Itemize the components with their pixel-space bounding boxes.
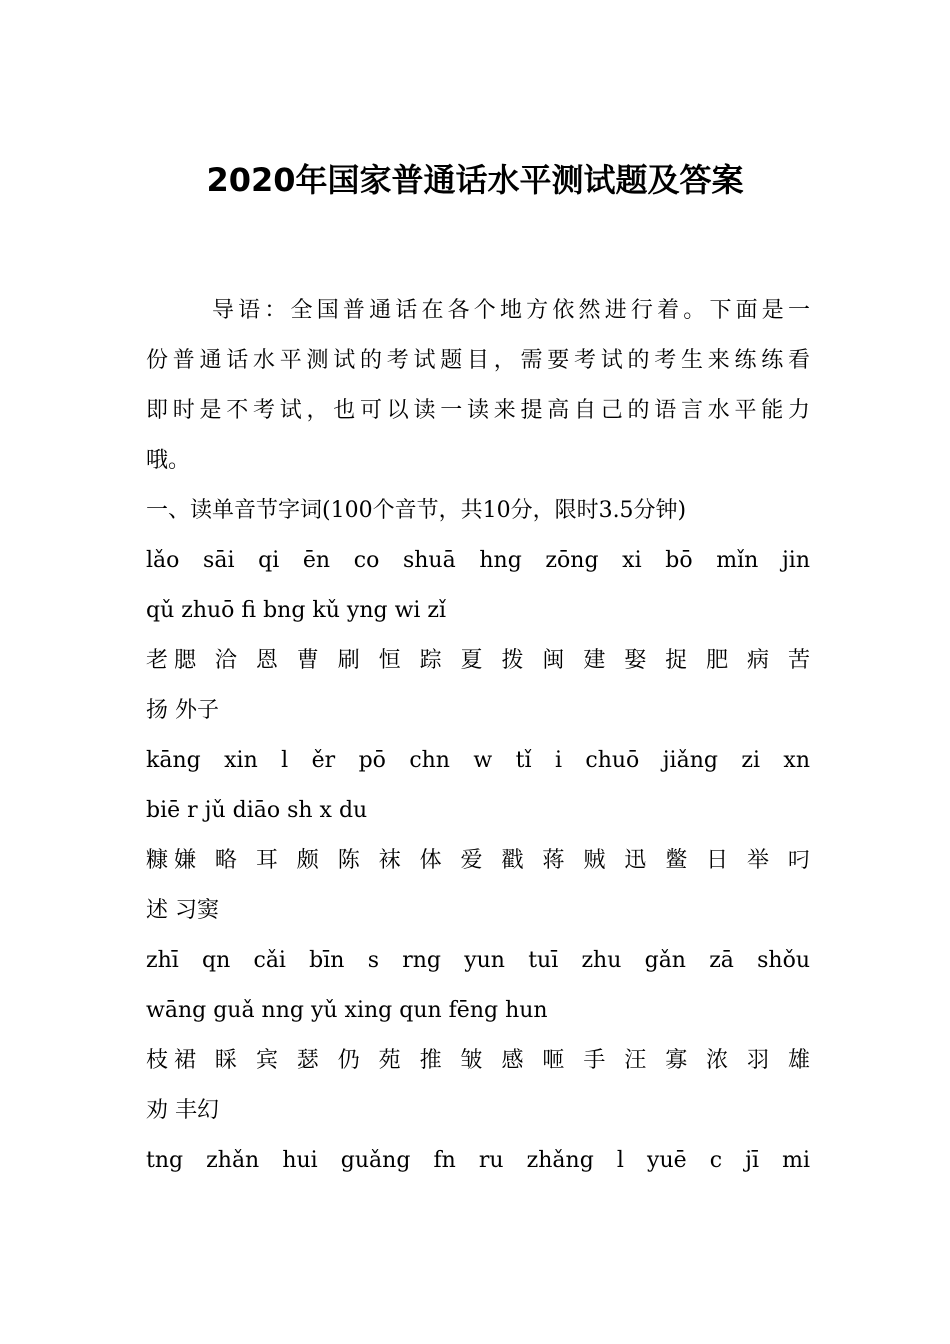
pinyin-line: tng zhǎn hui guǎng fn ru zhǎng l yuē c jī mi xyxy=(146,1148,810,1173)
pinyin-line: biē r jǔ diāo sh x du xyxy=(146,798,368,823)
document-body xyxy=(146,286,810,1186)
intro-line: 即时是不考试，也可以读一读来提高自己的语言水平能力 xyxy=(146,398,810,423)
hanzi-line: 扬 外子 xyxy=(146,698,219,723)
pinyin-line: qǔ zhuō fi bng kǔ yng wi zǐ xyxy=(146,598,447,623)
pinyin-line: kāng xin l ěr pō chn w tǐ i chuō jiǎng zi xn xyxy=(146,748,810,773)
pinyin-line: lǎo sāi qi ēn co shuā hng zōng xi bō mǐn jin xyxy=(146,548,810,573)
pinyin-line: zhī qn cǎi bīn s rng yun tuī zhu gǎn zā shǒu xyxy=(146,948,810,973)
hanzi-line: 糠嫌 略 耳 颇 陈 袜 体 爱 戳 蒋 贼 迅 鳖 日 举 叼 xyxy=(146,848,810,873)
hanzi-line: 老腮 洽 恩 曹 刷 恒 踪 夏 拨 闽 建 娶 捉 肥 病 苦 xyxy=(146,648,810,673)
document-title: 2020年国家普通话水平测试题及答案 xyxy=(206,161,744,199)
hanzi-line: 枝裙 睬 宾 瑟 仍 苑 推 皱 感 咂 手 汪 寡 浓 羽 雄 xyxy=(146,1048,810,1073)
hanzi-line: 劝 丰幻 xyxy=(146,1098,219,1123)
pinyin-line: wāng guǎ nng yǔ xing qun fēng hun xyxy=(146,998,548,1023)
hanzi-line: 述 习窦 xyxy=(146,898,219,923)
intro-line: 份普通话水平测试的考试题目，需要考试的考生来练练看 xyxy=(146,348,810,373)
intro-line: 导语：全国普通话在各个地方依然进行着。下面是一 xyxy=(212,298,810,323)
section-heading: 一、读单音节字词(100个音节，共10分，限时3.5分钟) xyxy=(146,498,687,523)
intro-line: 哦。 xyxy=(146,448,191,473)
